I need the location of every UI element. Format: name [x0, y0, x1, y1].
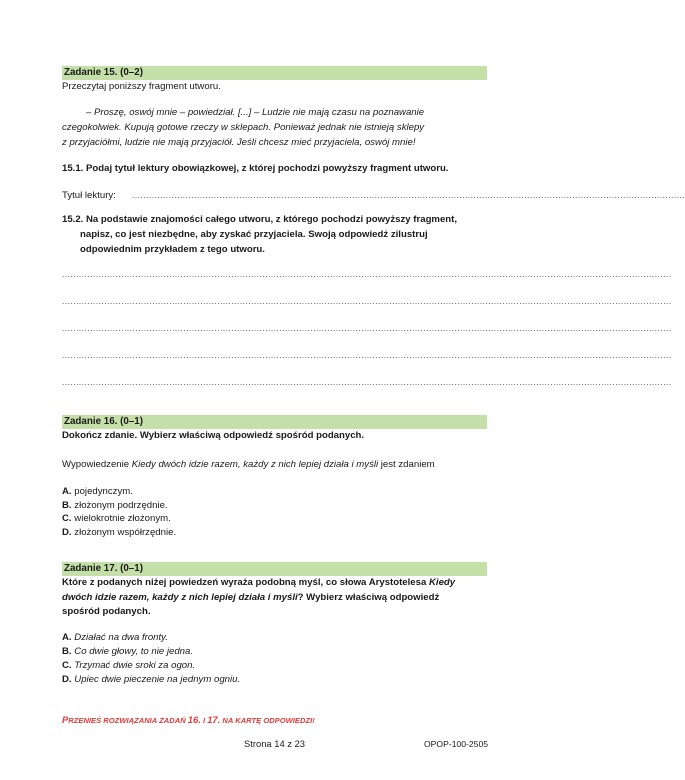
question-15-1: 15.1. Podaj tytuł lektury obowiązkowej, z której pochodzi powyższy fragment utworu. [62, 163, 449, 174]
task-16-sentence: Wypowiedzenie Kiedy dwóch idzie razem, każdy z nich lepiej działa i myśli jest zdaniem [62, 459, 435, 470]
question-15-2-line-1: 15.2. Na podstawie znajomości całego utworu, z którego pochodzi powyższy fragment, [62, 214, 458, 225]
exam-code: OPOP-100-2505 [424, 739, 489, 749]
answer-line-4[interactable]: ........................................................................................................................................................................................................................ [62, 351, 672, 360]
task-16-instruction: Dokończ zdanie. Wybierz właściwą odpowiedź spośród podanych. [62, 430, 365, 441]
quote-line-1: – Proszę, oswój mnie – powiedział. [...] – Ludzie nie mają czasu na poznawanie [86, 107, 425, 118]
quote-line-2: czegokolwiek. Kupują gotowe rzeczy w sklepach. Ponieważ jednak nie istnieją sklepy [62, 122, 425, 133]
answer-line-2[interactable]: ........................................................................................................................................................................................................................ [62, 297, 672, 306]
task-16-option-b[interactable]: B. złożonym podrzędnie. [62, 500, 168, 511]
task-17-option-b[interactable]: B. Co dwie głowy, to nie jedna. [62, 646, 194, 657]
quote-line-3: z przyjaciółmi, ludzie nie mają przyjaciół. Jeśli chcesz mieć przyjaciela, oswój mnie! [62, 137, 416, 148]
task-17-question-line-1: Które z podanych niżej powiedzeń wyraża podobną myśl, co słowa Arystotelesa Kiedy [62, 577, 456, 588]
title-answer-line[interactable]: .................................................................................................................................................................................................... [132, 191, 685, 200]
transfer-answers-note: PRZENIEŚ ROZWIĄZANIA ZADAŃ 16. I 17. NA KARTĘ ODPOWIEDZI! [62, 714, 315, 725]
task-16-option-c[interactable]: C. wielokrotnie złożonym. [62, 513, 171, 524]
question-15-2-line-2: napisz, co jest niezbędne, aby zyskać przyjaciela. Swoją odpowiedź zilustruj [80, 229, 428, 240]
answer-line-3[interactable]: ........................................................................................................................................................................................................................ [62, 324, 672, 333]
page-number: Strona 14 z 23 [244, 738, 305, 749]
title-label: Tytuł lektury: [62, 190, 116, 201]
task-17-question-line-3: spośród podanych. [62, 606, 151, 617]
answer-line-5[interactable]: ........................................................................................................................................................................................................................ [62, 378, 672, 387]
task-15-instruction: Przeczytaj poniższy fragment utworu. [62, 81, 221, 92]
task-17-option-c[interactable]: C. Trzymać dwie sroki za ogon. [62, 660, 196, 671]
task-17-header: Zadanie 17. (0–1) [62, 562, 487, 576]
task-16-option-a[interactable]: A. pojedynczym. [62, 486, 133, 497]
task-16-option-d[interactable]: D. złożonym współrzędnie. [62, 527, 177, 538]
question-15-2-line-3: odpowiednim przykładem z tego utworu. [80, 244, 265, 255]
answer-line-1[interactable]: ........................................................................................................................................................................................................................ [62, 270, 672, 279]
task-17-option-a[interactable]: A. Działać na dwa fronty. [62, 632, 168, 643]
task-16-header: Zadanie 16. (0–1) [62, 415, 487, 429]
task-15-header: Zadanie 15. (0–2) [62, 66, 487, 80]
task-17-option-d[interactable]: D. Upiec dwie pieczenie na jednym ogniu. [62, 674, 241, 685]
task-17-question-line-2: dwóch idzie razem, każdy z nich lepiej działa i myśli? Wybierz właściwą odpowiedź [62, 592, 440, 603]
